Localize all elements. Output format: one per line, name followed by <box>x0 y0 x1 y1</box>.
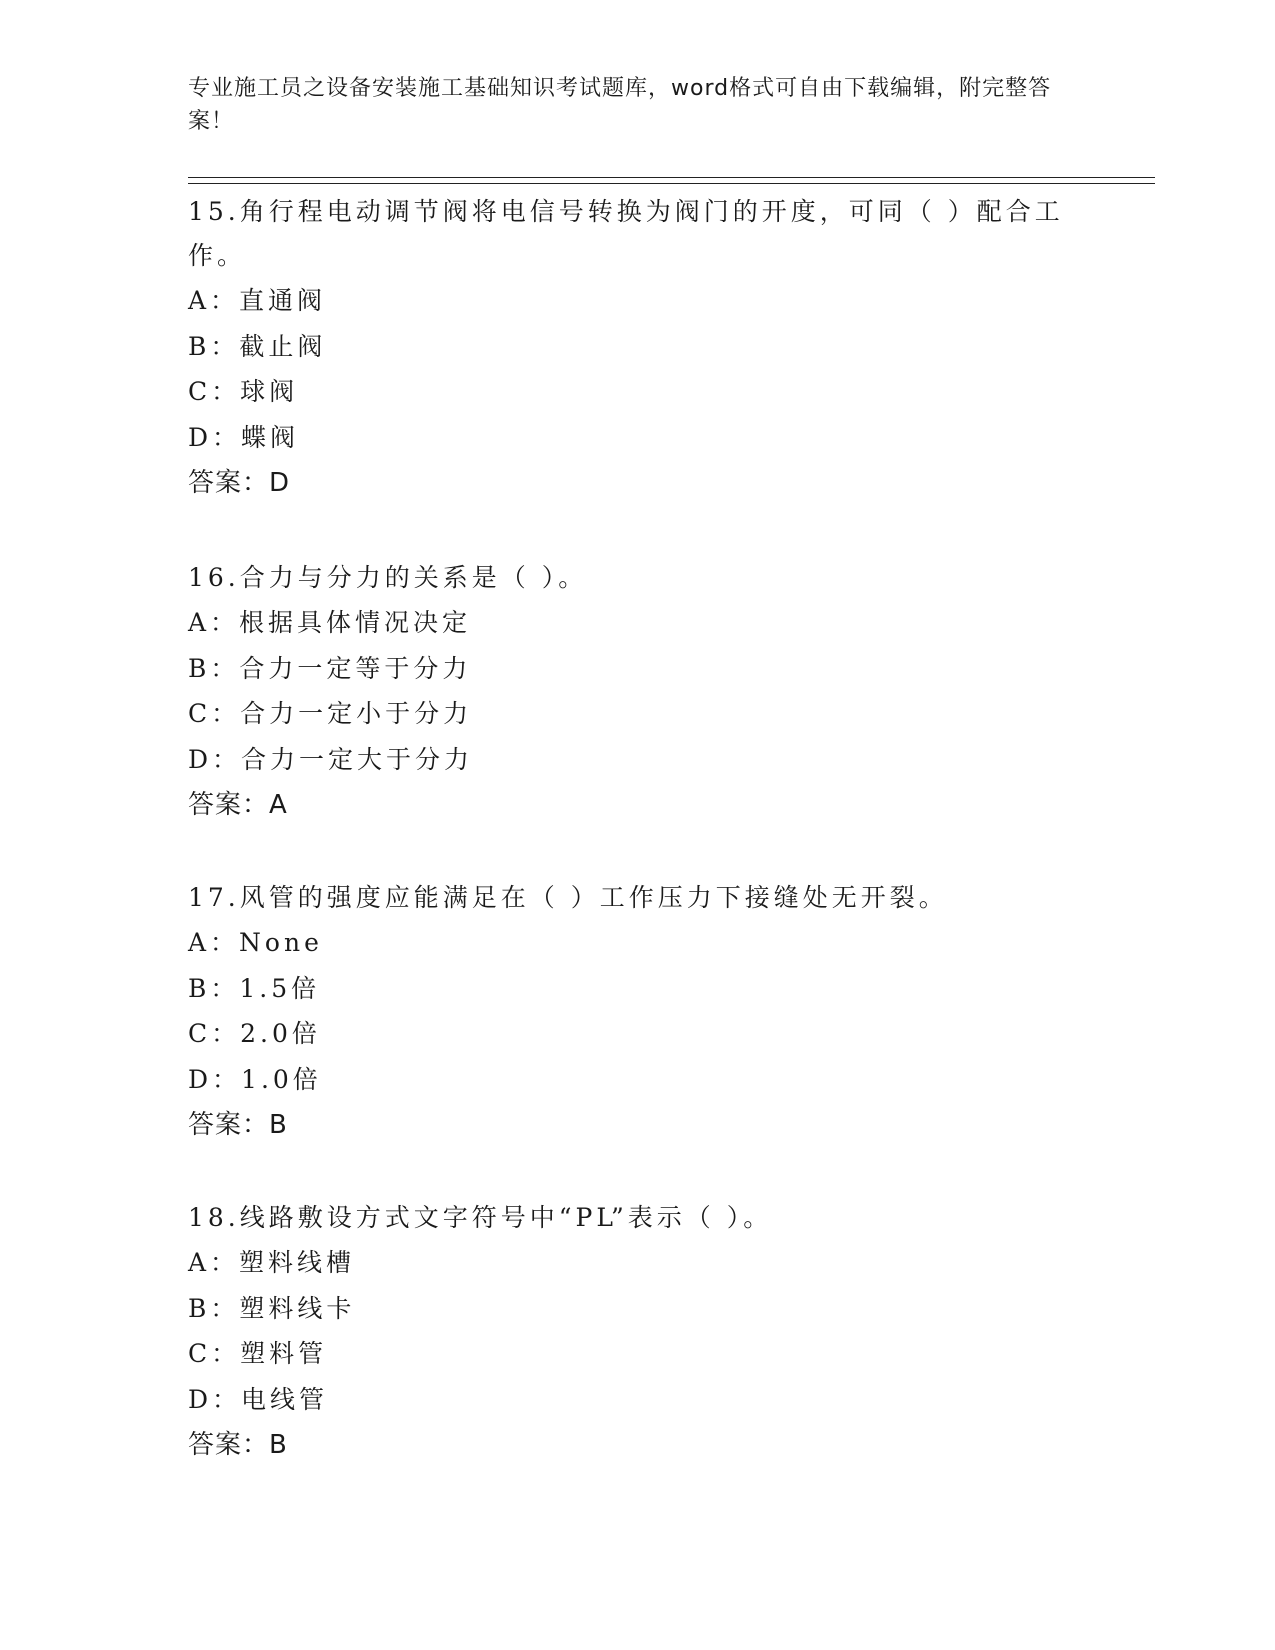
option-c: C：合力一定小于分力 <box>188 699 473 728</box>
header-text: 专业施工员之设备安装施工基础知识考试题库，word格式可自由下载编辑，附完整答案！ <box>188 76 1052 134</box>
answer: 答案：D <box>188 468 291 498</box>
option-a: A：根据具体情况决定 <box>188 608 472 637</box>
header-divider-top <box>188 177 1155 178</box>
option-a: A：塑料线槽 <box>188 1248 356 1277</box>
question-stem: 18.线路敷设方式文字符号中“PL”表示（ ）。 <box>188 1203 773 1232</box>
question-15 <box>188 190 1088 506</box>
question-stem: 17.风管的强度应能满足在（ ）工作压力下接缝处无开裂。 <box>188 883 948 912</box>
question-16 <box>188 556 1088 828</box>
question-stem: 15.角行程电动调节阀将电信号转换为阀门的开度，可同（ ）配合工作。 <box>188 197 1064 270</box>
option-a: A：直通阀 <box>188 286 327 315</box>
option-d: D：1.0倍 <box>188 1064 322 1094</box>
question-18 <box>188 1196 1088 1468</box>
question-stem: 16.合力与分力的关系是（ ）。 <box>188 563 588 592</box>
option-c: C：2.0倍 <box>188 1019 321 1048</box>
option-d: D：合力一定大于分力 <box>188 744 474 774</box>
answer: 答案：B <box>188 1430 288 1460</box>
answer: 答案：B <box>188 1110 288 1140</box>
option-d: D：电线管 <box>188 1384 329 1414</box>
header-divider-bottom <box>188 183 1155 184</box>
option-c: C：球阀 <box>188 377 299 406</box>
document-header <box>188 72 1068 138</box>
option-b: B：塑料线卡 <box>188 1293 356 1323</box>
option-a: A：None <box>188 928 323 957</box>
option-b: B：1.5倍 <box>188 973 321 1003</box>
question-17 <box>188 876 1088 1148</box>
option-d: D：蝶阀 <box>188 422 300 452</box>
option-b: B：合力一定等于分力 <box>188 653 472 683</box>
answer: 答案：A <box>188 790 288 820</box>
option-c: C：塑料管 <box>188 1339 328 1368</box>
option-b: B：截止阀 <box>188 331 327 361</box>
